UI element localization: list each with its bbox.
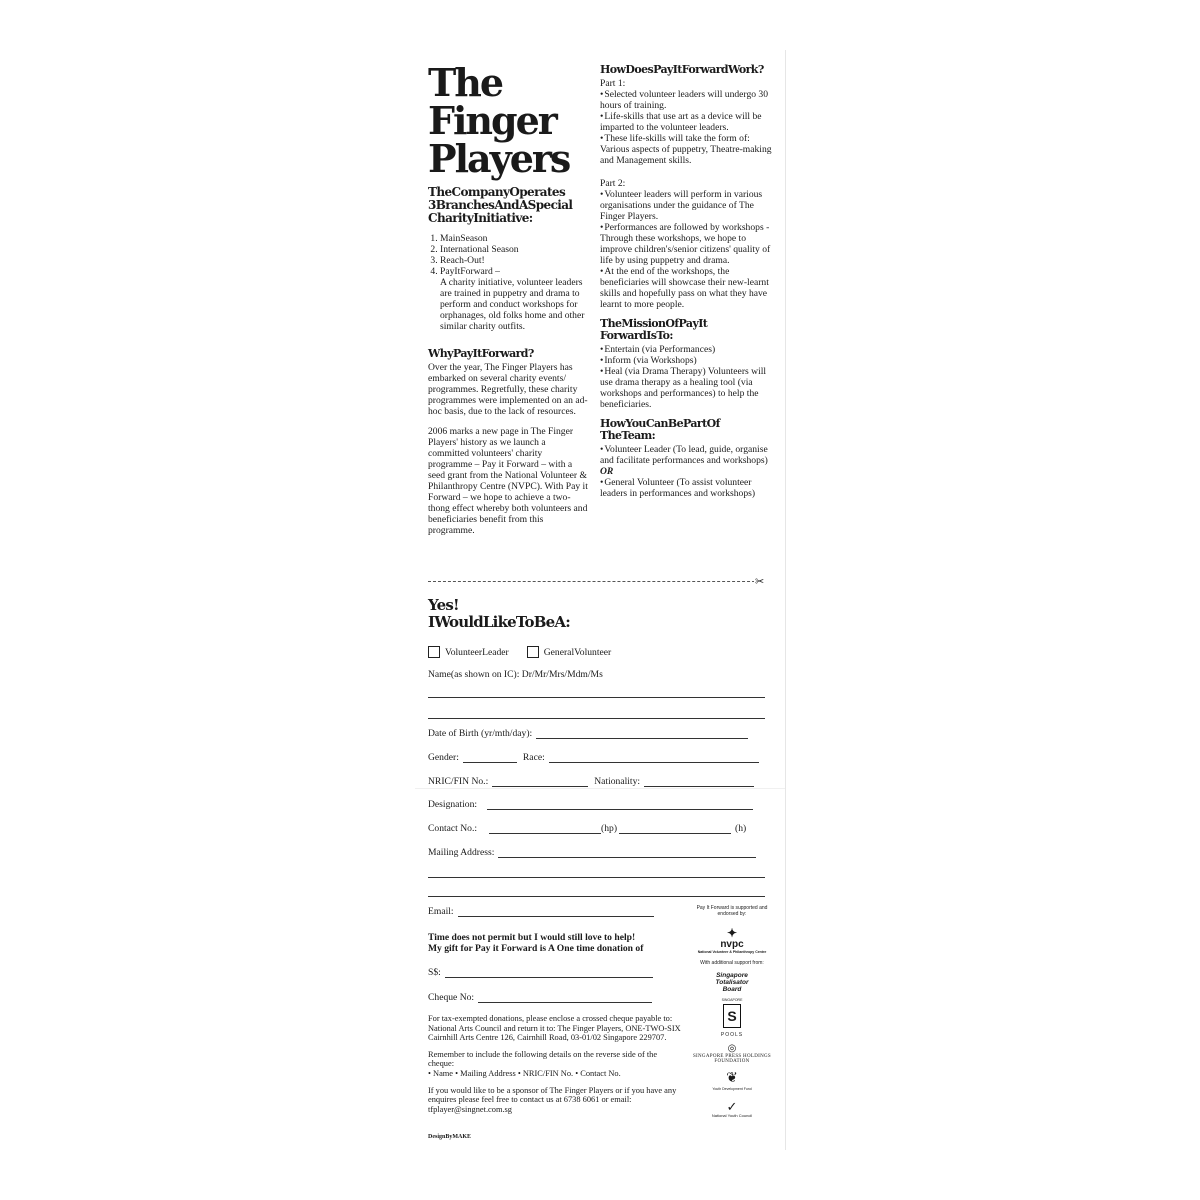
pools-text: POOLS (720, 1032, 744, 1038)
hp-label: (hp) (601, 823, 618, 834)
tax-note: For tax-exempted donations, please enclose a crossed cheque payable to: National Arts Council and return it to: The Finger Players, ONE-TWO-SIX Cairnhill Arts Centre 126, Cairnhill Road, 03-01/02 Singapore 229707. (428, 1014, 681, 1043)
email-input[interactable] (458, 907, 654, 917)
branch-item: 2. International Season (440, 244, 588, 255)
list-item: • Selected volunteer leaders will undergo 30 hours of training. (600, 89, 776, 111)
team-leader-text: Volunteer Leader (To lead, guide, organise and facilitate performances and workshops) (600, 444, 768, 466)
scissors-icon: ✂ (755, 576, 765, 588)
left-column (428, 60, 588, 536)
amount-field (428, 967, 653, 978)
list-item: • Entertain (via Performances) (600, 344, 776, 355)
cut-line (428, 581, 765, 582)
gender-label: Gender: (428, 752, 459, 763)
designation-input[interactable] (487, 800, 753, 810)
list-item: • Life-skills that use art as a device will be imparted to the volunteer leaders. (600, 111, 776, 133)
branch-item: 4. PayItForward – (440, 266, 588, 277)
nyc-logo-icon: ✓ (726, 1099, 738, 1114)
list-item: • Volunteer leaders will perform in various organisations under the guidance of The Finger Players. (600, 189, 776, 222)
address-line-2[interactable] (428, 877, 765, 878)
volunteer-type-options (428, 646, 611, 658)
amount-label: S$: (428, 967, 441, 978)
mission-heading: TheMissionOfPayIt ForwardIsTo: (600, 317, 708, 342)
why-paragraph-2: 2006 marks a new page in The Finger Players' history as we launch a committed volunteers' charity programme – Pay it Forward – with a seed grant from the National Volunteer & Philanthropy Centre (NVPC). With Pay it Forward – we hope to achieve a two-thong effect whereby both volunteers and beneficiaries benefit from this programme. (428, 426, 588, 536)
cheque-input[interactable] (478, 993, 652, 1003)
general-volunteer-label: GeneralVolunteer (543, 646, 612, 658)
list-item (600, 444, 776, 477)
form-title-line-1: Yes! (428, 596, 459, 614)
list-item: • Performances are followed by workshops - Through these workshops, we hope to improve children's/senior citizens' quality of life by using puppetry and drama. (600, 222, 776, 266)
volunteer-leader-label: VolunteerLeader (445, 646, 509, 658)
volunteer-leader-option[interactable] (428, 646, 509, 658)
payitforward-description: A charity initiative, volunteer leaders are trained in puppetry and drama to perform and conduct workshops for orphanages, old folks home and other similar charity outfits. (440, 277, 585, 332)
amount-input[interactable] (445, 968, 653, 978)
name-line-2[interactable] (428, 718, 765, 719)
nric-label: NRIC/FIN No.: (428, 776, 489, 787)
brand-line-2: Finger (428, 98, 556, 143)
brand-line-3: Players (428, 136, 570, 181)
nvpc-logo (687, 927, 777, 954)
nvpc-text: nvpc (720, 939, 744, 950)
part2-list (600, 189, 776, 310)
nationality-input[interactable] (644, 777, 754, 787)
how-heading: HowDoesPayItForwardWork? (600, 63, 764, 76)
list-item: • These life-skills will take the form of: Various aspects of puppetry, Theatre-making and Management skills. (600, 133, 776, 166)
address-line-3[interactable] (428, 896, 765, 897)
cheque-details: • Name • Mailing Address • NRIC/FIN No. • Contact No. (428, 1068, 621, 1078)
contact-hp-input[interactable] (489, 824, 601, 834)
part2-label: Part 2: (600, 178, 626, 189)
contact-field (428, 823, 750, 834)
ydf-text: Youth Development Fund (712, 1087, 752, 1091)
sts-logo: Singapore Totalisator Board (715, 972, 749, 993)
email-label: Email: (428, 906, 454, 917)
form-title (428, 597, 570, 631)
pools-logo-icon: S (723, 1004, 741, 1028)
dob-input[interactable] (536, 729, 748, 739)
address-input[interactable] (498, 848, 756, 858)
dob-field (428, 728, 748, 739)
race-label: Race: (522, 752, 545, 763)
form-title-line-2: IWouldLikeToBeA: (428, 613, 570, 631)
name-line-1[interactable] (428, 697, 765, 698)
name-label: Name(as shown on IC): Dr/Mr/Mrs/Mdm/Ms (428, 669, 603, 680)
volunteer-leader-checkbox[interactable] (428, 646, 440, 658)
design-credit: DesignByMAKE (428, 1134, 472, 1140)
list-item: • Heal (via Drama Therapy) Volunteers will use drama therapy as a healing tool (via workshops and performances) to help the beneficiaries. (600, 366, 776, 410)
sph-text: SINGAPORE PRESS HOLDINGS FOUNDATION (692, 1054, 772, 1064)
donation-line-1: Time does not permit but I would still love to help! (428, 932, 636, 943)
general-volunteer-option[interactable] (527, 646, 611, 658)
name-field (428, 669, 607, 680)
mission-list (600, 344, 776, 410)
sph-logo-icon: ◎ (727, 1043, 737, 1054)
nationality-label: Nationality: (594, 776, 641, 787)
ydf-leaf-icon: ❦ (726, 1071, 738, 1086)
donation-line-2: My gift for Pay it Forward is A One time donation of (428, 943, 644, 954)
branch-item: 3. Reach-Out! (440, 255, 588, 266)
star-icon: ✦ (726, 926, 738, 940)
cheque-field (428, 992, 652, 1003)
right-column (600, 64, 776, 499)
sponsor-note: If you would like to be a sponsor of The Finger Players or if you have any enquires please feel free to contact us at 6738 6061 or email: tfplayer@singnet.com.sg (428, 1085, 677, 1114)
address-label: Mailing Address: (428, 847, 495, 858)
why-paragraph-1: Over the year, The Finger Players has embarked on several charity events/ programmes. Regretfully, these charity programmes were implemented on an ad-hoc basis, due to the lack of resources. (428, 362, 588, 417)
race-input[interactable] (549, 753, 759, 763)
endorsed-text: Pay It Forward is supported and endorsed by: (696, 905, 768, 917)
h-label: (h) (735, 823, 747, 834)
brand-line-1: The (428, 60, 503, 105)
dob-label: Date of Birth (yr/mth/day): (428, 728, 533, 739)
brand-title (428, 60, 588, 181)
nric-input[interactable] (492, 777, 588, 787)
fold-line (415, 788, 785, 789)
gender-input[interactable] (463, 753, 517, 763)
nyc-text: National Youth Council (711, 1113, 753, 1118)
designation-label: Designation: (428, 799, 478, 810)
brochure-page (415, 50, 786, 1150)
intro-heading: TheCompanyOperates 3BranchesAndASpecial CharityInitiative: (428, 185, 573, 225)
remember-note: Remember to include the following details on the reverse side of the cheque: (428, 1049, 658, 1069)
why-heading: WhyPayItForward? (428, 347, 534, 360)
general-volunteer-checkbox[interactable] (527, 646, 539, 658)
branch-item: 1. MainSeason (440, 233, 588, 244)
nvpc-subtitle: National Volunteer & Philanthropy Centre (697, 950, 767, 954)
nric-nationality-field (428, 776, 754, 787)
part1-list (600, 89, 776, 166)
part1-label: Part 1: (600, 78, 626, 89)
contact-h-input[interactable] (619, 824, 731, 834)
team-list (600, 444, 776, 499)
list-item: • At the end of the workshops, the beneficiaries will showcase their new-learnt skills and hopefully pass on what they have learnt to more people. (600, 266, 776, 310)
pools-label: SINGAPORE (721, 998, 743, 1002)
list-item: • Inform (via Workshops) (600, 355, 776, 366)
instructions-section (428, 1014, 683, 1114)
additional-support-text: With additional support from: (700, 960, 764, 966)
cheque-label: Cheque No: (428, 992, 475, 1003)
donation-section (428, 932, 683, 954)
gender-race-field (428, 752, 759, 763)
branch-list (428, 233, 588, 277)
contact-label: Contact No.: (428, 823, 478, 834)
address-field (428, 847, 756, 858)
team-heading: HowYouCanBePartOf TheTeam: (600, 417, 720, 442)
designation-field (428, 799, 753, 810)
sponsor-logos (687, 905, 777, 1119)
team-or: OR (600, 466, 614, 477)
email-field (428, 906, 654, 917)
list-item: • General Volunteer (To assist volunteer leaders in performances and workshops) (600, 477, 776, 499)
